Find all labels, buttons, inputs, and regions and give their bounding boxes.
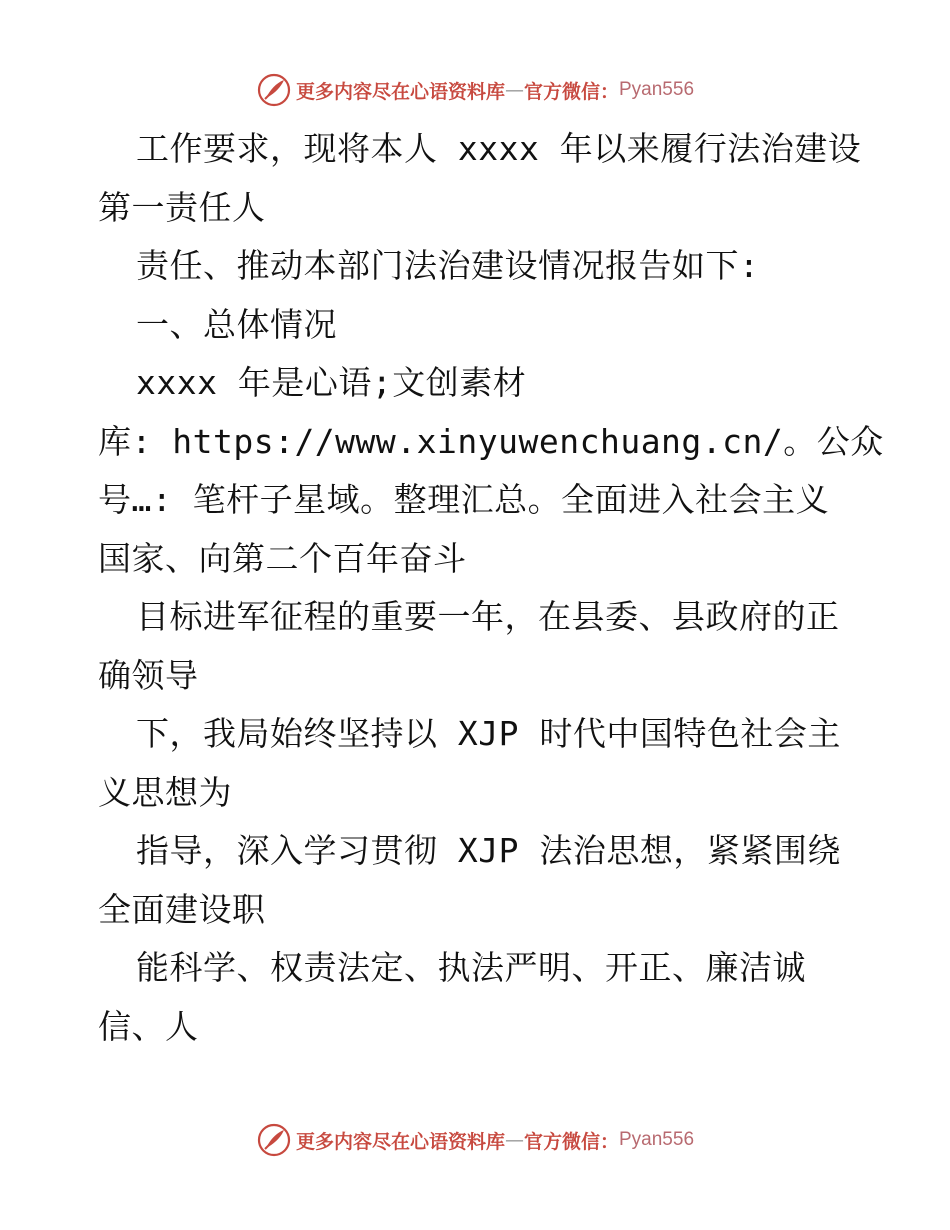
text-line: 下，我局始终坚持以 XJP 时代中国特色社会主 xyxy=(136,714,841,753)
text-line: 第一责任人 xyxy=(98,187,266,227)
text-line: 责任、推动本部门法治建设情况报告如下: xyxy=(136,246,760,285)
watermark-separator: — xyxy=(504,79,524,101)
footer-watermark xyxy=(0,1122,950,1158)
text-line: 全面建设职 xyxy=(98,889,266,929)
text-line: 工作要求，现将本人 xxxx 年以来履行法治建设 xyxy=(136,129,862,168)
header-watermark xyxy=(0,72,950,108)
watermark-wechat-id: Pyan556 xyxy=(619,1129,695,1150)
text-line: 目标进军征程的重要一年，在县委、县政府的正 xyxy=(136,597,840,636)
watermark-wechat-label: 官方微信： xyxy=(523,80,619,103)
watermark-wechat-id: Pyan556 xyxy=(619,79,695,100)
text-line: 义思想为 xyxy=(98,772,232,812)
text-line: 库: https://www.xinyuwenchuang.cn/。公众 xyxy=(98,421,884,461)
text-line: 信、人 xyxy=(98,1006,199,1046)
quill-pen-icon xyxy=(256,72,292,108)
text-line: 国家、向第二个百年奋斗 xyxy=(98,538,467,578)
watermark-separator: — xyxy=(504,1129,524,1151)
text-line: 能科学、权责法定、执法严明、开正、廉洁诚 xyxy=(136,948,806,987)
watermark-wechat-label: 官方微信： xyxy=(523,1130,619,1153)
document-body xyxy=(98,120,884,1056)
text-line: 号…: 笔杆子星域。整理汇总。全面进入社会主义 xyxy=(98,480,830,519)
text-line: 指导，深入学习贯彻 XJP 法治思想，紧紧围绕 xyxy=(136,831,841,870)
section-heading: 一、总体情况 xyxy=(136,304,337,344)
quill-pen-icon xyxy=(256,1122,292,1158)
watermark-main-text: 更多内容尽在心语资料库 xyxy=(295,1130,505,1153)
text-line: 确领导 xyxy=(98,655,199,695)
watermark-main-text: 更多内容尽在心语资料库 xyxy=(295,80,505,103)
text-line: xxxx 年是心语;文创素材 xyxy=(136,363,527,402)
